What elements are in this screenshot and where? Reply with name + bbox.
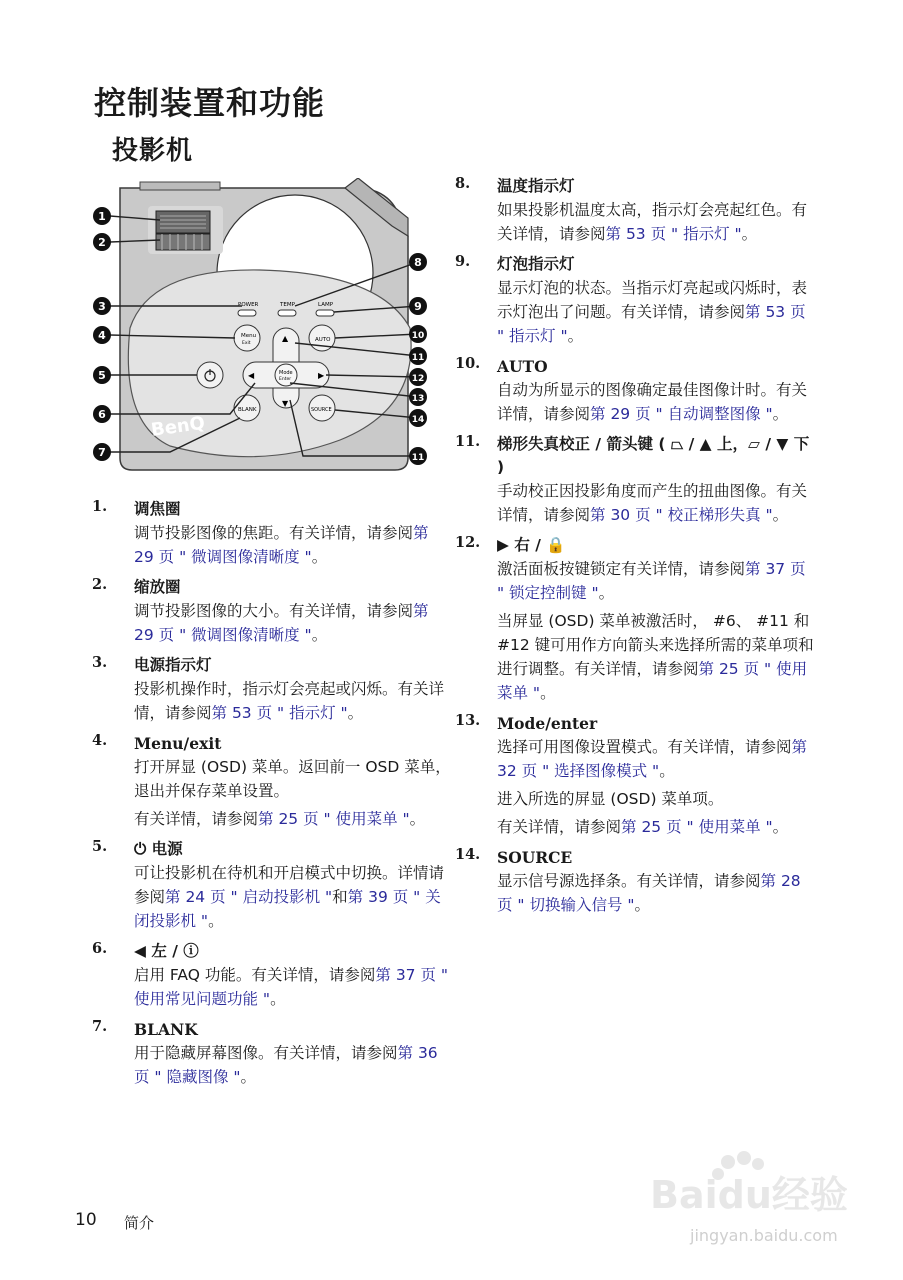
description-text: 。 — [240, 1068, 257, 1086]
item-title: Mode/enter — [497, 714, 598, 733]
projector-diagram — [90, 178, 435, 478]
cross-reference-link[interactable]: 第 25 页 " 使用菜单 " — [497, 660, 808, 702]
item-title: AUTO — [497, 357, 548, 376]
cross-reference-link[interactable]: 第 29 页 " 微调图像清晰度 " — [134, 602, 429, 644]
indicator-label-power: POWER — [238, 302, 259, 308]
svg-text:Menu: Menu — [241, 333, 257, 339]
cross-reference-link[interactable]: 第 29 页 " 自动调整图像 " — [590, 405, 773, 423]
description-text: 有关详情，请参阅 — [134, 810, 259, 828]
item-title: ▶ 右 / 🔒 — [497, 536, 566, 554]
svg-text:▶: ▶ — [318, 371, 325, 380]
blank-button[interactable] — [234, 395, 260, 421]
callout-12: 12 — [411, 374, 425, 384]
description-text: 显示信号源选择条。有关详情，请参阅 — [497, 872, 761, 890]
item-title: 梯形失真校正 / 箭头键 ( ⏢ / ▲ 上，⏥ / ▼ 下 ) — [497, 435, 810, 476]
svg-text:▼: ▼ — [282, 399, 289, 408]
cross-reference-link[interactable]: 第 53 页 " 指示灯 " — [497, 303, 806, 345]
list-item — [92, 1018, 452, 1089]
description-text: 。 — [772, 405, 789, 423]
item-description — [497, 609, 815, 705]
menu-button[interactable] — [234, 325, 260, 351]
description-text: 当屏显 (OSD) 菜单被激活时， #6、 #11 和 #12 键可用作方向箭头来选择所需的菜单项和进行调整。有关详情，请参阅 — [497, 612, 814, 678]
item-number: 13. — [455, 712, 481, 729]
item-description — [497, 378, 815, 426]
callout-2: 2 — [98, 236, 106, 249]
power-button[interactable] — [197, 362, 223, 388]
description-text: 进入所选的屏显 (OSD) 菜单项。 — [497, 790, 724, 808]
cross-reference-link[interactable]: 第 32 页 " 选择图像模式 " — [497, 738, 808, 780]
watermark-brand: Baidu经验 — [650, 1173, 848, 1217]
list-item — [92, 576, 452, 647]
list-item — [455, 175, 815, 246]
description-text: 和 — [332, 888, 348, 906]
page-subtitle: 投影机 — [112, 136, 194, 166]
description-text: 。 — [540, 684, 556, 702]
list-item — [455, 355, 815, 426]
item-number: 1. — [92, 498, 108, 515]
item-description — [497, 815, 815, 839]
description-text: 调节投影图像的焦距。有关详情，请参阅 — [134, 524, 414, 542]
cross-reference-link[interactable]: 第 29 页 " 微调图像清晰度 " — [134, 524, 429, 566]
cross-reference-link[interactable]: 第 37 页 " 锁定控制键 " — [497, 560, 806, 602]
cross-reference-link[interactable]: 第 30 页 " 校正梯形失真 " — [590, 506, 773, 524]
description-text: 。 — [634, 896, 651, 914]
item-title: 电源指示灯 — [134, 656, 212, 674]
callout-9: 9 — [414, 300, 422, 313]
svg-text:Mode: Mode — [279, 370, 293, 376]
description-text: 调节投影图像的大小。有关详情，请参阅 — [134, 602, 414, 620]
item-number: 8. — [455, 175, 471, 192]
item-description — [497, 198, 815, 246]
item-number: 9. — [455, 253, 471, 270]
list-item — [92, 940, 452, 1011]
cross-reference-link[interactable]: 第 28 页 " 切换输入信号 " — [497, 872, 801, 914]
callout-13: 13 — [411, 394, 425, 404]
description-text: 。 — [598, 584, 615, 602]
callout-6: 6 — [98, 408, 106, 421]
callout-11: 11 — [411, 353, 425, 363]
item-description — [134, 521, 452, 569]
description-text: 。 — [347, 704, 364, 722]
item-number: 10. — [455, 355, 481, 372]
description-text: 用于隐藏屏幕图像。有关详情，请参阅 — [134, 1044, 398, 1062]
item-description — [134, 677, 452, 725]
description-text: 如果投影机温度太高，指示灯会亮起红色。有关详情，请参阅 — [497, 201, 808, 243]
svg-text:SOURCE: SOURCE — [311, 407, 332, 413]
description-text: 自动为所显示的图像确定最佳图像计时。有关详情，请参阅 — [497, 381, 808, 423]
description-text: 选择可用图像设置模式。有关详情，请参阅 — [497, 738, 792, 756]
page-number: 10 — [75, 1210, 97, 1230]
item-number: 14. — [455, 846, 481, 863]
svg-text:Enter: Enter — [279, 377, 292, 382]
item-description — [134, 1041, 452, 1089]
list-item — [92, 654, 452, 725]
cross-reference-link[interactable]: 第 37 页 " 使用常见问题功能 " — [134, 966, 449, 1008]
description-text: 。 — [659, 762, 675, 780]
cross-reference-link[interactable]: 第 24 页 " 启动投影机 " — [165, 888, 333, 906]
benq-logo: BenQ — [149, 412, 207, 441]
item-description — [497, 735, 815, 783]
description-text: 启用 FAQ 功能。有关详情，请参阅 — [134, 966, 376, 984]
list-item — [455, 534, 815, 705]
description-text: 。 — [409, 810, 426, 828]
callout-7: 7 — [98, 446, 106, 459]
svg-text:AUTO: AUTO — [315, 337, 331, 343]
list-item — [455, 712, 815, 839]
item-description — [134, 861, 452, 933]
item-description — [497, 479, 815, 527]
item-description — [134, 599, 452, 647]
callout-4: 4 — [98, 329, 106, 342]
item-title: 缩放圈 — [134, 578, 181, 596]
item-number: 2. — [92, 576, 108, 593]
cross-reference-link[interactable]: 第 53 页 " 指示灯 " — [605, 225, 742, 243]
description-text: 。 — [772, 506, 789, 524]
callout-5: 5 — [98, 369, 106, 382]
item-title: BLANK — [134, 1020, 198, 1039]
description-text: 。 — [741, 225, 758, 243]
description-text: 显示灯泡的状态。当指示灯亮起或闪烁时，表示灯泡出了问题。有关详情，请参阅 — [497, 279, 808, 321]
item-number: 7. — [92, 1018, 108, 1035]
description-text: 。 — [567, 327, 584, 345]
item-title: ◀ 左 / ⓘ — [134, 942, 199, 960]
description-text: 。 — [270, 990, 286, 1008]
item-number: 3. — [92, 654, 108, 671]
item-title: Menu/exit — [134, 734, 222, 753]
item-description — [134, 963, 452, 1011]
callout-10: 10 — [411, 331, 425, 341]
right-column — [455, 175, 815, 924]
svg-text:◀: ◀ — [248, 371, 255, 380]
callout-14: 14 — [411, 415, 425, 425]
item-description — [497, 869, 815, 917]
item-description — [134, 755, 452, 803]
description-text: 有关详情，请参阅 — [497, 818, 622, 836]
cross-reference-link[interactable]: 第 53 页 " 指示灯 " — [211, 704, 348, 722]
cross-reference-link[interactable]: 第 25 页 " 使用菜单 " — [621, 818, 773, 836]
description-text: 。 — [772, 818, 789, 836]
item-description — [497, 276, 815, 348]
list-item — [92, 498, 452, 569]
cross-reference-link[interactable]: 第 36 页 " 隐藏图像 " — [134, 1044, 438, 1086]
list-item — [92, 838, 452, 933]
description-text: 手动校正因投影角度而产生的扭曲图像。有关详情，请参阅 — [497, 482, 808, 524]
description-text: 。 — [208, 912, 224, 930]
list-item — [455, 846, 815, 917]
item-number: 6. — [92, 940, 108, 957]
item-number: 4. — [92, 732, 108, 749]
item-description — [497, 557, 815, 605]
item-description — [497, 787, 815, 811]
description-text: 打开屏显 (OSD) 菜单。返回前一 OSD 菜单，退出并保存菜单设置。 — [134, 758, 451, 800]
item-title: 灯泡指示灯 — [497, 255, 575, 273]
callout-8: 8 — [414, 256, 422, 269]
svg-text:▲: ▲ — [282, 334, 289, 343]
watermark-url: jingyan.baidu.com — [690, 1226, 838, 1245]
callout-3: 3 — [98, 300, 106, 313]
item-number: 11. — [455, 433, 481, 450]
list-item — [92, 732, 452, 831]
item-description — [134, 807, 452, 831]
list-item — [455, 253, 815, 348]
item-number: 12. — [455, 534, 481, 551]
source-button[interactable] — [309, 395, 335, 421]
indicator-label-temp: TEMP — [280, 302, 295, 308]
item-title: SOURCE — [497, 848, 573, 867]
description-text: 激活面板按键锁定有关详情，请参阅 — [497, 560, 746, 578]
description-text: 。 — [311, 626, 328, 644]
item-title: ⏻ 电源 — [134, 840, 183, 858]
description-text: 。 — [311, 548, 328, 566]
indicator-label-lamp: LAMP — [318, 302, 334, 308]
left-column — [92, 498, 452, 1096]
page-title: 控制装置和功能 — [94, 84, 326, 122]
cross-reference-link[interactable]: 第 25 页 " 使用菜单 " — [258, 810, 410, 828]
callout-11-bottom: 11 — [411, 453, 425, 463]
item-number: 5. — [92, 838, 108, 855]
svg-text:Exit: Exit — [242, 341, 251, 346]
description-text: 投影机操作时，指示灯会亮起或闪烁。有关详情，请参阅 — [134, 680, 445, 722]
list-item — [455, 433, 815, 527]
description-text: 可让投影机在待机和开启模式中切换。详情请参阅 — [134, 864, 445, 906]
cross-reference-link[interactable]: 第 39 页 " 关闭投影机 " — [134, 888, 441, 930]
svg-text:BLANK: BLANK — [238, 407, 257, 413]
callout-1: 1 — [98, 210, 106, 223]
item-title: 调焦圈 — [134, 500, 181, 518]
item-title: 温度指示灯 — [497, 177, 575, 195]
section-name: 简介 — [124, 1214, 155, 1232]
